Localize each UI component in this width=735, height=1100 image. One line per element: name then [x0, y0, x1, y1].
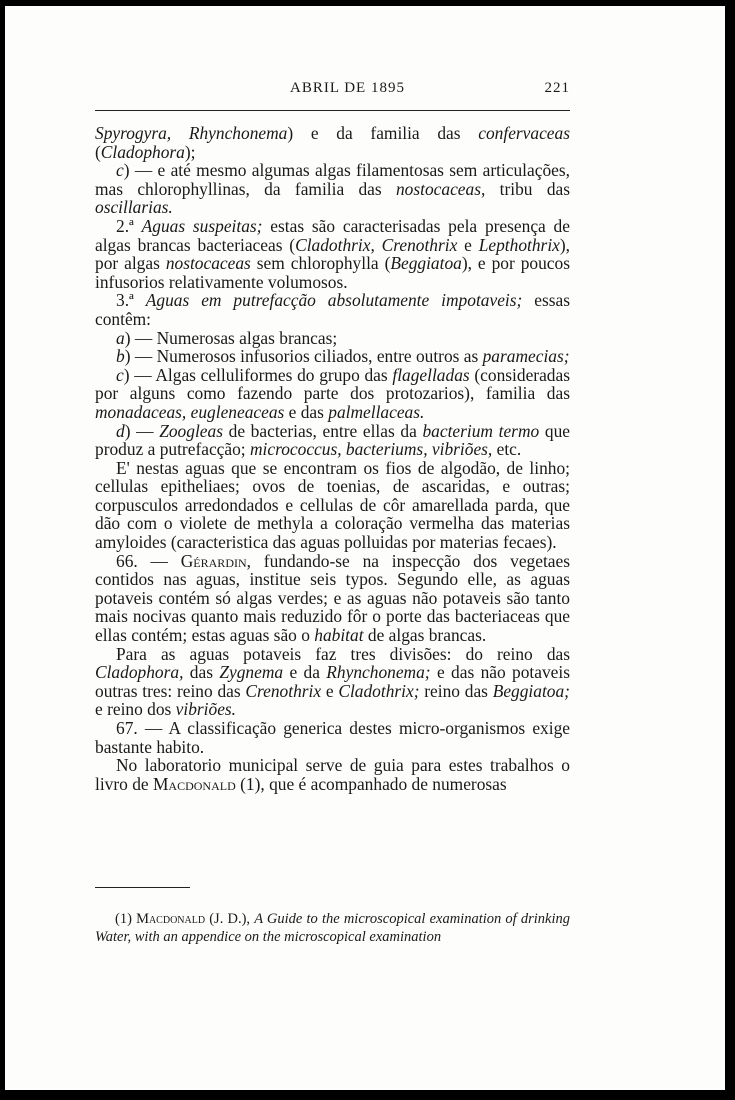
paragraph — [95, 161, 570, 217]
italic-run: Beggiatoa; — [492, 680, 570, 701]
text-run: 3.ª — [116, 290, 146, 311]
smallcaps-run: Macdonald — [152, 773, 236, 794]
paragraph — [95, 124, 570, 161]
smallcaps-run: Gérardin — [180, 550, 247, 571]
italic-run: c — [116, 160, 124, 181]
paragraph — [95, 459, 570, 552]
header-rule — [95, 110, 570, 111]
paragraph — [95, 366, 570, 422]
text-run: ) — e até mesmo algumas algas filamentosas sem articulações, mas chlorophyllinas, da familia das — [95, 160, 570, 199]
paragraph — [95, 347, 570, 366]
italic-run: Aguas em putrefacção absolutamente impotaveis; — [145, 290, 523, 311]
italic-run: micrococcus, bacteriums, vibriões, — [249, 439, 493, 460]
text-run: e — [321, 680, 339, 701]
footnote-rule — [95, 887, 190, 888]
italic-run: flagelladas — [392, 364, 470, 385]
running-header — [95, 80, 570, 102]
italic-run: A Guide to the microscopical examination of drinking Water, with an appendice on the microscopical examination — [95, 911, 570, 945]
text-run: ) e da familia das — [287, 123, 479, 143]
text-run: 2.ª — [116, 215, 142, 236]
text-run: (J. D.), — [205, 911, 255, 927]
paragraph — [95, 719, 570, 756]
italic-run: Zygnema — [219, 662, 284, 683]
italic-run: vibriões. — [175, 699, 237, 720]
italic-run: oscillarias. — [95, 197, 173, 218]
text-run: 66. — — [116, 550, 181, 571]
text-run: estas são caracterisadas pela presença de algas brancas bacteriaceas ( — [95, 215, 570, 255]
italic-run: c — [116, 364, 124, 385]
text-run: etc. — [492, 439, 522, 460]
italic-run: bacterium termo — [422, 420, 540, 441]
text-run: e das não potaveis outras tres: reino das — [95, 662, 570, 701]
text-run: ) — Numerosas algas brancas; — [124, 327, 338, 348]
paragraph — [95, 217, 570, 291]
text-run: que produz a putrefacção; — [95, 420, 570, 460]
paragraph — [95, 291, 570, 328]
italic-run: a — [116, 327, 125, 348]
paragraph — [95, 329, 570, 348]
text-run: Para as aguas potaveis faz tres divisões: do reino das — [116, 643, 570, 664]
italic-run: Spyrogyra, Rhynchonema — [95, 123, 288, 143]
paragraph — [95, 422, 570, 459]
text-run: de algas brancas. — [363, 625, 487, 646]
text-run: ( — [95, 141, 101, 162]
italic-run: b — [116, 346, 125, 367]
text-run: e das — [284, 401, 329, 422]
text-run: (consideradas por alguns como fazendo parte dos protozarios), familia das — [95, 364, 570, 404]
italic-run: monadaceas, eugleneaceas — [95, 401, 285, 422]
text-run: , fundando-se na inspecção dos vegetaes contidos nas aguas, institue seis typos. Segundo elle, as aguas potaveis contém só algas verdes; e as aguas não potaveis são tanto mais nocivas quanto mais reduzido fôr o porte das bacteriaceas que ellas contém; estas aguas são o — [95, 550, 570, 646]
italic-run: Cladothrix; — [338, 680, 420, 701]
page-number: 221 — [544, 80, 570, 96]
text-run: e reino dos — [95, 699, 176, 720]
text-run: ), por algas — [95, 234, 571, 274]
text-run: ) — — [124, 420, 160, 441]
text-run: reino das — [419, 680, 493, 701]
italic-run: Lepthothrix — [478, 234, 560, 255]
text-run: (1), que é acompanhado de numerosas — [235, 773, 507, 794]
text-run: E' nestas aguas que se encontram os fios de algodão, de linho; cellulas epitheliaes; ovos de toenias, de ascaridas, e outras; corpusculos arredondados e cellulas de côr amarellada parda, que dão com o violete de methyla a coloração vermelha das materias amyloides (caracteristica das aguas polluidas por materias fecaes). — [95, 457, 570, 553]
paragraph — [95, 645, 570, 719]
text-run: ), e por poucos infusorios relativamente volumosos. — [95, 253, 570, 292]
italic-run: nostocaceas — [165, 253, 251, 274]
text-run: de bacterias, entre ellas da — [222, 420, 423, 441]
text-run: No laboratorio municipal serve de guia para estes trabalhos o livro de — [95, 755, 570, 794]
italic-run: nostocaceas, — [395, 178, 486, 199]
text-run: ) — Numerosos infusorios ciliados, entre outros as — [124, 346, 483, 367]
running-title: ABRIL DE 1895 — [290, 80, 405, 96]
italic-run: palmellaceas. — [328, 401, 425, 422]
text-run: ) — Algas celluliformes do grupo das — [123, 364, 393, 385]
text-run: tribu das — [485, 178, 570, 199]
text-run: das — [183, 662, 220, 683]
italic-run: d — [116, 420, 125, 441]
footnote-text — [95, 910, 570, 946]
text-run: sem chlorophylla ( — [250, 253, 391, 274]
footnote — [95, 910, 570, 946]
body-text — [95, 124, 570, 793]
italic-run: Beggiatoa — [390, 253, 462, 274]
text-run: e — [457, 234, 479, 255]
smallcaps-run: Macdonald — [136, 911, 206, 927]
paragraph — [95, 552, 570, 645]
text-run: e da — [283, 662, 327, 683]
italic-run: Cladophora — [100, 141, 185, 162]
italic-run: Cladophora, — [95, 662, 184, 683]
italic-run: confervaceas — [478, 123, 570, 143]
text-run: 67. — A classificação generica destes micro-organismos exige bastante habito. — [95, 718, 570, 757]
text-run: essas contêm: — [95, 290, 570, 329]
paragraph — [95, 756, 570, 793]
italic-run: Cladothrix, Crenothrix — [295, 234, 458, 255]
italic-run: paramecias; — [482, 346, 570, 367]
text-run: (1) — [115, 911, 137, 927]
italic-run: Rhynchonema; — [326, 662, 431, 683]
italic-run: habitat — [314, 625, 364, 646]
text-run: ); — [184, 141, 196, 162]
italic-run: Aguas suspeitas; — [141, 215, 263, 236]
italic-run: Zoogleas — [159, 420, 223, 441]
italic-run: Crenothrix — [245, 680, 322, 701]
